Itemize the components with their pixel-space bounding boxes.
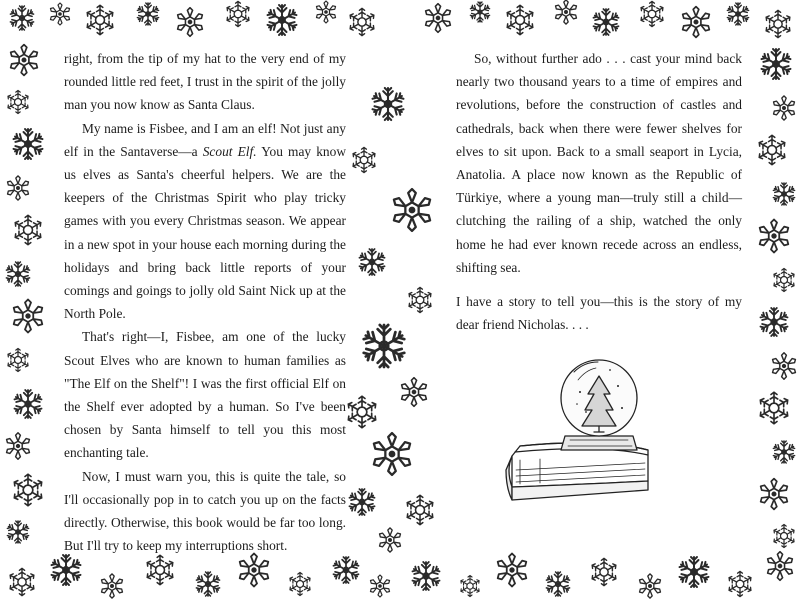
- paragraph-text: My name is Fisbee, and I am an elf! Not just any elf in the Santaverse—a: [64, 120, 346, 159]
- paragraph-r1: [456, 47, 742, 279]
- paragraph-text: That's right—I, Fisbee, am one of the lucky Scout Elves who are known to human families as "The Elf on the Shelf"! I was the first official Elf on the Shelf ever adopted by a human. So I've been chosen by Santa himself to tell you this most enchanting tale.: [64, 329, 346, 461]
- left-page-text: [64, 47, 346, 557]
- paragraph-text: right, from the tip of my hat to the very end of my rounded little red feet, I trust in the spirit of the jolly man you now know as Santa Claus.: [64, 51, 346, 113]
- paragraph-p3: [64, 325, 346, 464]
- paragraph-p1: [64, 47, 346, 117]
- paragraph-r2: [456, 290, 742, 336]
- paragraph-text: Now, I must warn you, this is quite the tale, so I'll occasionally pop in to catch you up on the facts directly. Otherwise, this book would be far too long. But I'll try to keep my interruptions short.: [64, 468, 346, 554]
- paragraph-p2: [64, 117, 346, 326]
- paragraph-text: I have a story to tell you—this is the story of my dear friend Nicholas. . . .: [456, 294, 742, 333]
- right-page-text: [456, 47, 742, 336]
- paragraph-p4: [64, 465, 346, 558]
- paragraph-text: Scout Elf.: [202, 143, 257, 159]
- paragraph-text: You may know us elves as Santa's cheerful helpers. We are the keepers of the Christmas Spirit who play tricky games with you every Christmas season. We appear in a new spot in your house each morning during the holidays and bring back little reports of your comings and goings to jolly old Saint Nick up at the North Pole.: [64, 143, 346, 322]
- paragraph-text: So, without further ado . . . cast your mind back nearly two thousand years to a time of empires and revolutions, before the construction of castles and cathedrals, back when there were fewer shelves for elves to sit upon. Back to a small seaport in Lycia, Anatolia. A place now known as the Republic of Türkiye, where a young man—truly still a child—clutching the railing of a ship, watched the only home he had ever known recede across an endless, shifting sea.: [456, 51, 742, 275]
